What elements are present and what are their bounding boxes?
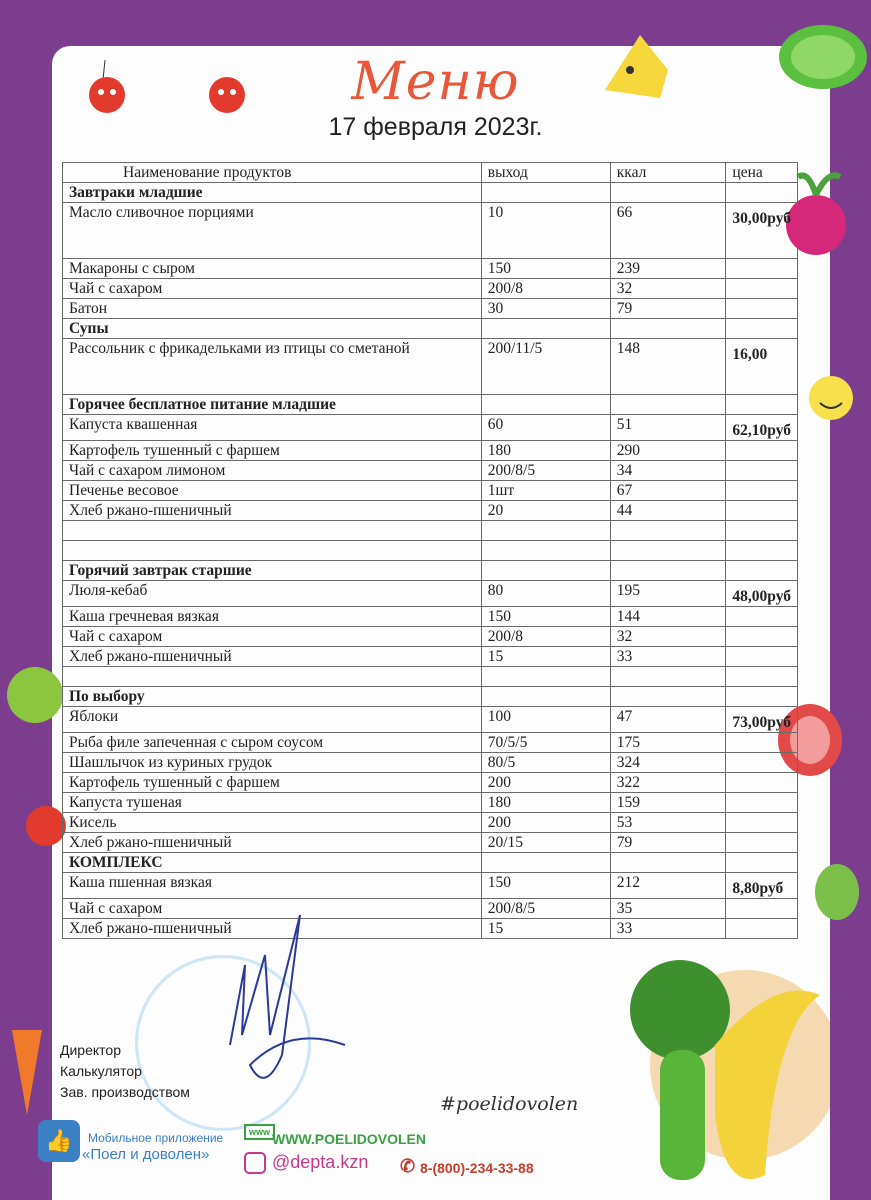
item-name: Чай с сахаром xyxy=(63,627,482,647)
empty-cell xyxy=(726,541,798,561)
item-name: Яблоки xyxy=(63,707,482,733)
empty-cell xyxy=(481,561,610,581)
table-row xyxy=(63,833,798,853)
item-name: Чай с сахаром xyxy=(63,279,482,299)
table-row xyxy=(63,581,798,607)
blank-row xyxy=(63,541,798,561)
item-output: 15 xyxy=(481,919,610,939)
item-output: 100 xyxy=(481,707,610,733)
empty-cell xyxy=(481,183,610,203)
leaf-icon xyxy=(812,862,862,922)
item-output: 150 xyxy=(481,259,610,279)
empty-cell xyxy=(481,319,610,339)
item-name: Масло сливочное порциями xyxy=(63,203,482,259)
item-name: Батон xyxy=(63,299,482,319)
table-row xyxy=(63,793,798,813)
item-price: 30,00руб xyxy=(726,203,798,259)
table-row xyxy=(63,627,798,647)
item-name: Рассольник с фрикадельками из птицы со сметаной xyxy=(63,339,482,395)
empty-cell xyxy=(726,441,798,461)
blank-row xyxy=(63,521,798,541)
item-name: Хлеб ржано-пшеничный xyxy=(63,833,482,853)
app-icon: 👍 xyxy=(38,1120,80,1162)
item-output: 180 xyxy=(481,793,610,813)
table-row xyxy=(63,873,798,899)
empty-cell xyxy=(726,687,798,707)
item-name: Чай с сахаром лимоном xyxy=(63,461,482,481)
app-caption: Мобильное приложение xyxy=(88,1131,224,1145)
staff-calculator: Калькулятор xyxy=(60,1063,142,1079)
empty-cell xyxy=(726,853,798,873)
item-output: 200 xyxy=(481,813,610,833)
item-output: 30 xyxy=(481,299,610,319)
item-output: 15 xyxy=(481,647,610,667)
empty-cell xyxy=(610,541,726,561)
section-title: Горячий завтрак старшие xyxy=(63,561,482,581)
item-kcal: 34 xyxy=(610,461,726,481)
empty-cell xyxy=(726,813,798,833)
page-title: Меню xyxy=(351,52,520,112)
item-name: Хлеб ржано-пшеничный xyxy=(63,501,482,521)
empty-cell xyxy=(610,521,726,541)
empty-cell xyxy=(726,773,798,793)
table-row xyxy=(63,501,798,521)
table-header-row xyxy=(63,163,798,183)
item-kcal: 175 xyxy=(610,733,726,753)
item-kcal: 195 xyxy=(610,581,726,607)
item-name: Хлеб ржано-пшеничный xyxy=(63,647,482,667)
section-title: Супы xyxy=(63,319,482,339)
empty-cell xyxy=(481,687,610,707)
empty-cell xyxy=(726,753,798,773)
item-price: 16,00 xyxy=(726,339,798,395)
empty-cell xyxy=(63,541,482,561)
item-kcal: 324 xyxy=(610,753,726,773)
menu-date: 17 февраля 2023г. xyxy=(328,113,543,141)
table-row xyxy=(63,461,798,481)
empty-cell xyxy=(610,853,726,873)
header-kcal: ккал xyxy=(610,163,726,183)
item-name: Капуста тушеная xyxy=(63,793,482,813)
empty-cell xyxy=(726,607,798,627)
section-row xyxy=(63,561,798,581)
item-output: 180 xyxy=(481,441,610,461)
item-kcal: 32 xyxy=(610,279,726,299)
item-name: Рыба филе запеченная с сыром соусом xyxy=(63,733,482,753)
item-output: 70/5/5 xyxy=(481,733,610,753)
section-row xyxy=(63,853,798,873)
empty-cell xyxy=(63,667,482,687)
table-row xyxy=(63,441,798,461)
table-row xyxy=(63,707,798,733)
item-name: Каша гречневая вязкая xyxy=(63,607,482,627)
empty-cell xyxy=(726,501,798,521)
broccoli-banana-characters-icon xyxy=(605,955,830,1200)
empty-cell xyxy=(610,687,726,707)
app-name: «Поел и доволен» xyxy=(82,1146,210,1163)
table-row xyxy=(63,753,798,773)
signature-icon xyxy=(170,905,360,1105)
item-kcal: 32 xyxy=(610,627,726,647)
empty-cell xyxy=(610,395,726,415)
empty-cell xyxy=(481,541,610,561)
empty-cell xyxy=(726,561,798,581)
header-price: цена xyxy=(726,163,798,183)
item-price: 8,80руб xyxy=(726,873,798,899)
item-kcal: 66 xyxy=(610,203,726,259)
item-kcal: 53 xyxy=(610,813,726,833)
blank-row xyxy=(63,667,798,687)
item-output: 20/15 xyxy=(481,833,610,853)
empty-cell xyxy=(481,395,610,415)
staff-director: Директор xyxy=(60,1042,121,1058)
item-price: 62,10руб xyxy=(726,415,798,441)
item-output: 150 xyxy=(481,607,610,627)
instagram-icon xyxy=(244,1152,266,1174)
item-name: Люля-кебаб xyxy=(63,581,482,607)
empty-cell xyxy=(481,521,610,541)
table-row xyxy=(63,647,798,667)
empty-cell xyxy=(63,521,482,541)
empty-cell xyxy=(610,561,726,581)
staff-production-head: Зав. производством xyxy=(60,1084,190,1100)
item-kcal: 67 xyxy=(610,481,726,501)
table-row xyxy=(63,607,798,627)
item-kcal: 47 xyxy=(610,707,726,733)
empty-cell xyxy=(481,853,610,873)
item-output: 10 xyxy=(481,203,610,259)
item-name: Чай с сахаром xyxy=(63,899,482,919)
item-output: 200/8 xyxy=(481,279,610,299)
apple-character-icon xyxy=(5,655,65,725)
item-kcal: 33 xyxy=(610,647,726,667)
empty-cell xyxy=(610,183,726,203)
section-row xyxy=(63,319,798,339)
empty-cell xyxy=(726,627,798,647)
table-row xyxy=(63,339,798,395)
table-row xyxy=(63,203,798,259)
table-row xyxy=(63,259,798,279)
item-name: Картофель тушенный с фаршем xyxy=(63,773,482,793)
www-icon: www xyxy=(244,1124,275,1140)
table-row xyxy=(63,813,798,833)
item-kcal: 148 xyxy=(610,339,726,395)
empty-cell xyxy=(726,183,798,203)
item-output: 1шт xyxy=(481,481,610,501)
section-title: КОМПЛЕКС xyxy=(63,853,482,873)
empty-cell xyxy=(726,733,798,753)
empty-cell xyxy=(726,521,798,541)
empty-cell xyxy=(726,481,798,501)
empty-cell xyxy=(726,899,798,919)
instagram-handle[interactable]: @depta.kzn xyxy=(272,1152,369,1172)
item-output: 80 xyxy=(481,581,610,607)
empty-cell xyxy=(726,919,798,939)
section-title: Завтраки младшие xyxy=(63,183,482,203)
website-link[interactable]: WWW.POELIDOVOLEN xyxy=(272,1131,426,1147)
empty-cell xyxy=(726,647,798,667)
item-output: 200/8/5 xyxy=(481,899,610,919)
section-row xyxy=(63,395,798,415)
item-name: Картофель тушенный с фаршем xyxy=(63,441,482,461)
carrot-character-icon xyxy=(2,1020,52,1120)
section-row xyxy=(63,687,798,707)
item-name: Макароны с сыром xyxy=(63,259,482,279)
item-kcal: 33 xyxy=(610,919,726,939)
empty-cell xyxy=(726,395,798,415)
item-kcal: 51 xyxy=(610,415,726,441)
staff-signatures xyxy=(60,1040,190,1103)
item-output: 200/11/5 xyxy=(481,339,610,395)
item-price: 73,00руб xyxy=(726,707,798,733)
empty-cell xyxy=(726,319,798,339)
smiley-lemon-icon xyxy=(808,375,854,421)
item-price: 48,00руб xyxy=(726,581,798,607)
table-row xyxy=(63,299,798,319)
item-name: Кисель xyxy=(63,813,482,833)
table-row xyxy=(63,733,798,753)
table-row xyxy=(63,773,798,793)
empty-cell xyxy=(610,319,726,339)
empty-cell xyxy=(726,279,798,299)
item-kcal: 35 xyxy=(610,899,726,919)
empty-cell xyxy=(726,299,798,319)
empty-cell xyxy=(726,259,798,279)
item-output: 60 xyxy=(481,415,610,441)
item-name: Печенье весовое xyxy=(63,481,482,501)
item-kcal: 44 xyxy=(610,501,726,521)
empty-cell xyxy=(726,461,798,481)
item-kcal: 79 xyxy=(610,833,726,853)
item-output: 80/5 xyxy=(481,753,610,773)
empty-cell xyxy=(610,667,726,687)
table-row xyxy=(63,415,798,441)
item-output: 200 xyxy=(481,773,610,793)
empty-cell xyxy=(726,833,798,853)
item-kcal: 159 xyxy=(610,793,726,813)
hashtag: #poelidovolen xyxy=(440,1093,579,1115)
menu-table xyxy=(62,162,798,939)
table-row xyxy=(63,279,798,299)
section-title: По выбору xyxy=(63,687,482,707)
item-kcal: 239 xyxy=(610,259,726,279)
item-name: Шашлычок из куриных грудок xyxy=(63,753,482,773)
item-kcal: 79 xyxy=(610,299,726,319)
section-title: Горячее бесплатное питание младшие xyxy=(63,395,482,415)
item-output: 200/8 xyxy=(481,627,610,647)
header-name: Наименование продуктов xyxy=(63,163,482,183)
phone-icon: ✆ xyxy=(400,1156,416,1176)
empty-cell xyxy=(481,667,610,687)
table-row xyxy=(63,481,798,501)
item-output: 20 xyxy=(481,501,610,521)
item-name: Хлеб ржано-пшеничный xyxy=(63,919,482,939)
phone-number[interactable]: 8-(800)-234-33-88 xyxy=(420,1160,534,1176)
item-kcal: 144 xyxy=(610,607,726,627)
item-name: Капуста квашенная xyxy=(63,415,482,441)
item-output: 150 xyxy=(481,873,610,899)
item-output: 200/8/5 xyxy=(481,461,610,481)
header-output: выход xyxy=(481,163,610,183)
item-name: Каша пшенная вязкая xyxy=(63,873,482,899)
item-kcal: 212 xyxy=(610,873,726,899)
empty-cell xyxy=(726,667,798,687)
empty-cell xyxy=(726,793,798,813)
item-kcal: 290 xyxy=(610,441,726,461)
section-row xyxy=(63,183,798,203)
item-kcal: 322 xyxy=(610,773,726,793)
